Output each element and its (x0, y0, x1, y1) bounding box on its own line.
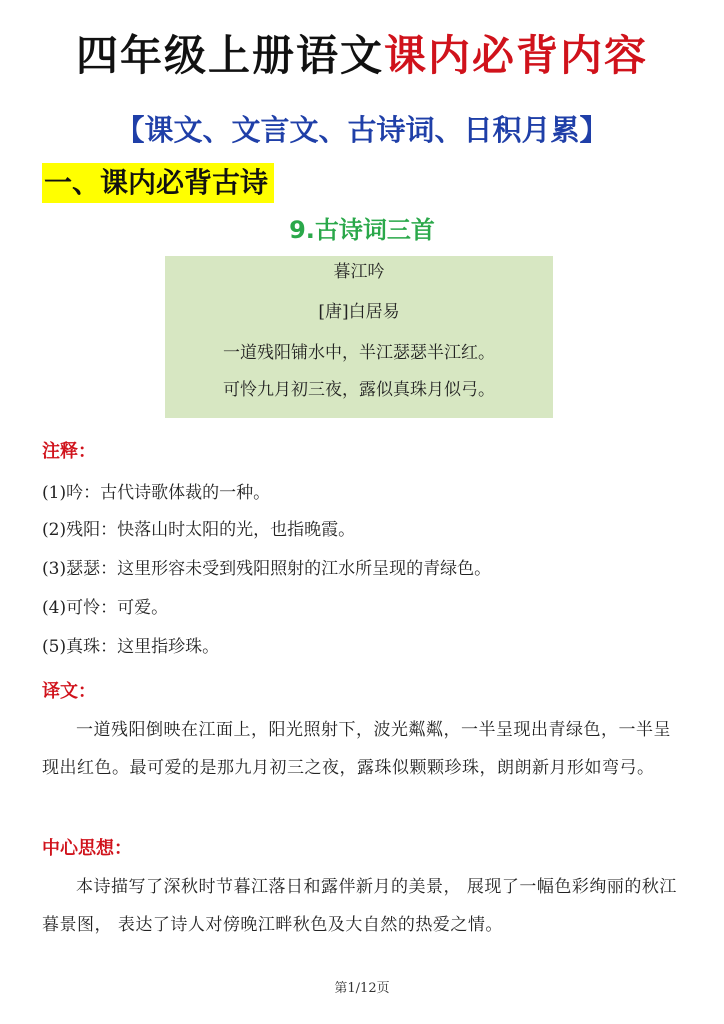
page-title-highlight: 课内必背内容 (384, 31, 649, 80)
theme-text: 本诗描写了深秋时节暮江落日和露伴新月的美景， 展现了一幅色彩绚丽的秋江暮景图， 表达了诗人对傍晚江畔秋色及大自然的热爱之情。 (42, 877, 677, 935)
note-item: (1)吟：古代诗歌体裁的一种。 (42, 483, 271, 503)
translation-label: 译文： (42, 681, 96, 702)
translation-text: 一道残阳倒映在江面上，阳光照射下，波光粼粼，一半呈现出青绿色，一半呈现出红色。最可爱的是那九月初三之夜，露珠似颗颗珍珠，朗朗新月形如弯弓。 (42, 720, 671, 778)
note-item: (3)瑟瑟：这里形容未受到残阳照射的江水所呈现的青绿色。 (42, 559, 492, 579)
poem-title: 暮江吟 (333, 262, 385, 282)
section-heading: 一、课内必背古诗 (42, 163, 274, 203)
note-item: (4)可怜：可爱。 (42, 598, 169, 618)
page-number: 第1/12页 (334, 981, 390, 996)
page-title (0, 28, 724, 84)
poem-group-title: 9.古诗词三首 (289, 216, 435, 244)
theme-label: 中心思想： (42, 838, 132, 859)
note-item: (2)残阳：快落山时太阳的光，也指晚霞。 (42, 520, 356, 540)
poem-author: [唐]白居易 (318, 302, 400, 322)
page-title-main: 四年级上册语文 (75, 31, 384, 80)
poem-line: 一道残阳铺水中，半江瑟瑟半江红。 (223, 343, 495, 363)
poem-box (165, 256, 553, 418)
page-subtitle: 【课文、文言文、古诗词、日积月累】 (115, 113, 609, 147)
note-item: (5)真珠：这里指珍珠。 (42, 637, 220, 657)
notes-label: 注释： (42, 441, 96, 462)
poem-line: 可怜九月初三夜，露似真珠月似弓。 (223, 380, 495, 400)
